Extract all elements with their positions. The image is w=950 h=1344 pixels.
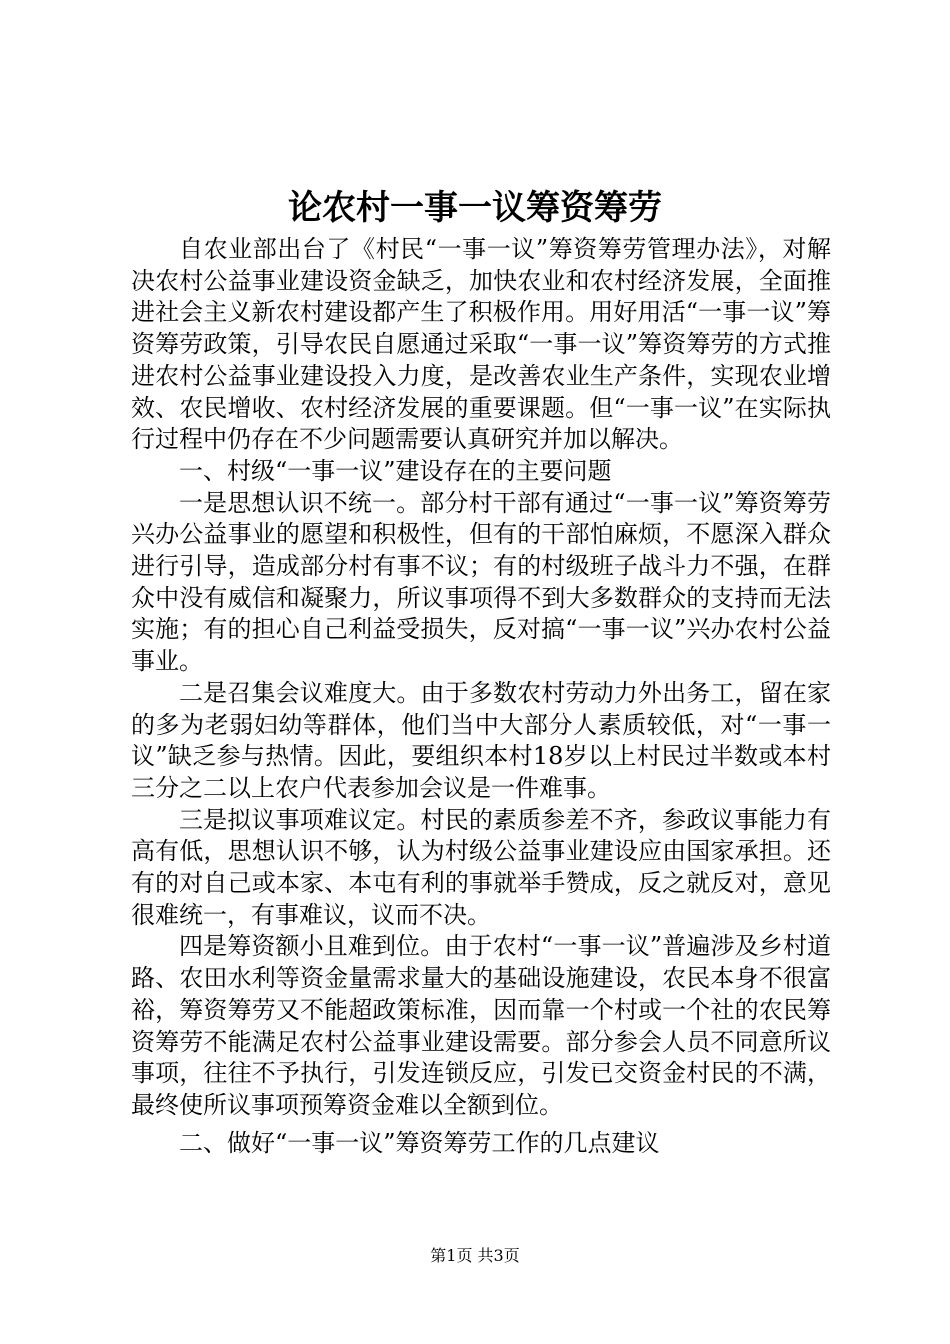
section-heading-suggestions: 二、做好“一事一议”筹资筹劳工作的几点建议 xyxy=(179,1128,660,1157)
problem-paragraph-3: 三是拟议事项难议定。村民的素质参差不齐，参政议事能力有高有低，思想认识不够，认为村级公益事业建设应由国家承担。还有的对自己或本家、本屯有利的事就举手赞成，反之就反对，意见很难统一，有事难议，议而不决。 xyxy=(131,805,831,929)
problem-paragraph-4: 四是筹资额小且难到位。由于农村“一事一议”普遍涉及乡村道路、农田水利等资金量需求量大的基础设施建设，农民本身不很富裕，筹资筹劳又不能超政策标准，因而靠一个村或一个社的农民筹资筹劳不能满足农村公益事业建设需要。部分参会人员不同意所议事项，往往不予执行，引发连锁反应，引发已交资金村民的不满，最终使所议事项预筹资金难以全额到位。 xyxy=(131,932,831,1119)
intro-paragraph: 自农业部出台了《村民“一事一议”筹资筹劳管理办法》，对解决农村公益事业建设资金缺乏，加快农业和农村经济发展，全面推进社会主义新农村建设都产生了积极作用。用好用活“一事一议”筹资筹劳政策，引导农民自愿通过采取“一事一议”筹资筹劳的方式推进农村公益事业建设投入力度，是改善农业生产条件，实现农业增效、农民增收、农村经济发展的重要课题。但“一事一议”在实际执行过程中仍存在不少问题需要认真研究并加以解决。 xyxy=(131,235,831,454)
document-title: 论农村一事一议筹资筹劳 xyxy=(288,188,662,228)
document-body xyxy=(131,234,831,1159)
page-footer: 第1页 共3页 xyxy=(430,1246,520,1265)
section-heading-problems: 一、村级“一事一议”建设存在的主要问题 xyxy=(179,456,612,485)
problem-paragraph-2: 二是召集会议难度大。由于多数农村劳动力外出务工，留在家的多为老弱妇幼等群体，他们当中大部分人素质较低，对“一事一议”缺乏参与热情。因此，要组织本村18岁以上村民过半数或本村三分之二以上农户代表参加会议是一件难事。 xyxy=(131,678,831,802)
problem-paragraph-1: 一是思想认识不统一。部分村干部有通过“一事一议”筹资筹劳兴办公益事业的愿望和积极性，但有的干部怕麻烦，不愿深入群众进行引导，造成部分村有事不议；有的村级班子战斗力不强，在群众中没有威信和凝聚力，所议事项得不到大多数群众的支持而无法实施；有的担心自己利益受损失，反对搞“一事一议”兴办农村公益事业。 xyxy=(131,488,831,676)
